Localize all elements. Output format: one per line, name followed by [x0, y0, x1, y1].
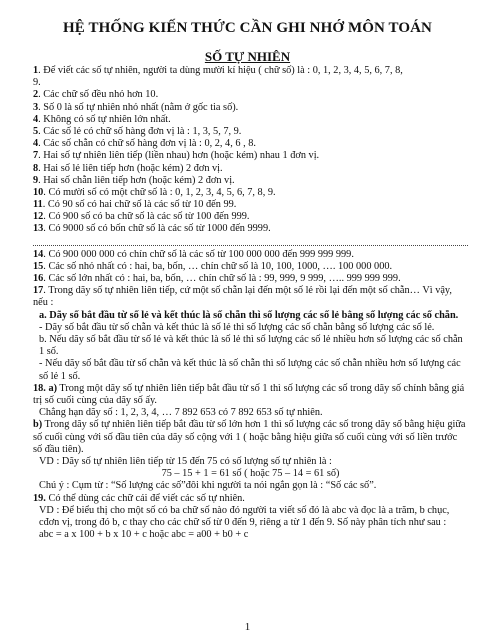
- rule-number: 5: [33, 125, 39, 137]
- rule-text: . Có 900 000 000 có chín chữ số là các số từ 100 000 000 đến 999 999 999.: [43, 248, 354, 260]
- dotted-separator: [33, 238, 468, 246]
- document-body: [33, 65, 468, 541]
- paragraph-b: b. Nếu dãy số bắt đầu từ số lẻ và kết thúc là số lẻ thì số lượng các số lẻ nhiều hơn số lượng các số chẵn 1 số.: [39, 334, 463, 358]
- rule-item: [33, 102, 468, 114]
- rule-number: 4: [33, 138, 39, 150]
- paragraph-a2: - Dãy số bắt đầu từ số chẵn và kết thúc là số lẻ thì số lượng các số chẵn bằng số lượng các số lẻ.: [39, 321, 435, 333]
- rule-item: [33, 89, 468, 101]
- rule-number: 7: [33, 150, 39, 162]
- formula-equals: =: [185, 529, 197, 541]
- rule-text: . Các số chẵn có chữ số hàng đơn vị là : 0, 2, 4, 6 , 8.: [38, 138, 256, 150]
- rule-number: 12: [33, 211, 44, 223]
- rule-text: . Hai số chẵn liên tiếp hơn (hoặc kém) 2 đơn vị.: [38, 174, 235, 186]
- item-18b: [33, 419, 468, 456]
- rule-text: . Các số nhỏ nhất có : hai, ba, bốn, … chín chữ số là 10, 100, 1000, …. 100 000 000.: [43, 260, 393, 272]
- item-18a: [33, 383, 468, 407]
- rule-text: . Hai số lẻ liên tiếp hơn (hoặc kém) 2 đơn vị.: [38, 162, 223, 174]
- rule-item: [33, 273, 468, 285]
- rule-list: [33, 65, 468, 236]
- item-18a-label: a): [48, 382, 58, 394]
- item-18a-example: Chẳng hạn dãy số : 1, 2, 3, 4, … 7 892 653 có 7 892 653 số tự nhiên.: [39, 407, 323, 419]
- paragraph-a: [33, 310, 468, 322]
- rule-text: . Có mười số có một chữ số là : 0, 1, 2, 3, 4, 5, 6, 7, 8, 9.: [43, 186, 276, 198]
- rule-item: [33, 249, 468, 261]
- rule-text: . Hai số tự nhiên liên tiếp (liền nhau) hơn (hoặc kém) nhau 1 đơn vị.: [38, 150, 320, 162]
- rule-item: [33, 223, 468, 235]
- rule-number: 8: [33, 162, 39, 174]
- rule-text: . Có 90 số có hai chữ số là các số từ 10 đến 99.: [42, 199, 237, 211]
- rule-number: 3: [33, 101, 39, 113]
- rule-item: [33, 211, 468, 223]
- rule-item: [33, 199, 468, 211]
- note: Chú ý : Cụm từ : “Số lượng các số”đôi khi người ta nói ngắn gọn là : “Số các số”.: [39, 480, 377, 492]
- section-heading: [0, 49, 495, 65]
- rule-number: 10: [33, 186, 44, 198]
- example-2: VD : Để biểu thị cho một số có ba chữ số nào đó người ta viết số đó là abc và đọc là a trăm, b chục, cđơn vị, trong đó b, c thay cho các chữ số từ 0 đến 9, riêng a từ 1 đến 9. Số này phân tích như sau :: [39, 504, 450, 528]
- rule-item: [33, 77, 468, 89]
- rule-text: . Có 900 số có ba chữ số là các số từ 100 đến 999.: [43, 211, 250, 223]
- page-number: 1: [244, 621, 251, 633]
- rule-text: . Các số lẻ có chữ số hàng đơn vị là : 1, 3, 5, 7, 9.: [38, 125, 242, 137]
- example-1: VD : Dãy số tự nhiên liên tiếp từ 15 đến 75 có số lượng số tự nhiên là :: [39, 456, 332, 468]
- item-19-text: Có thể dùng các chữ cái để viết các số tự nhiên.: [45, 492, 245, 504]
- item-19: [33, 493, 468, 505]
- overline-abc: $\overline{abc}$: [39, 529, 54, 541]
- formula-middle: = a x 100 + b x 10 + c hoặc: [53, 529, 172, 541]
- rule-text: . Trong dãy số tự nhiên liên tiếp, cứ một số chẵn lại đến một số lẻ rồi lại đến một số chẵn… Vì vậy, nếu :: [33, 285, 452, 309]
- section-title: SỐ TỰ NHIÊN: [204, 49, 291, 64]
- rule-number: 1: [33, 65, 39, 76]
- rule-text: . Các chữ số đều nhỏ hơn 10.: [38, 89, 159, 101]
- overline-a00: a00: [196, 529, 212, 541]
- rule-text: . Các số lớn nhất có : hai, ba, bốn, … chín chữ số là : 99, 999, 9 999, ….. 999 999 999.: [43, 273, 401, 285]
- rule-item: [33, 126, 468, 138]
- rule-item: [33, 285, 468, 309]
- rule-text: . Số 0 là số tự nhiên nhỏ nhất (nằm ở gốc tia số).: [38, 101, 239, 113]
- item-19-number: 19.: [33, 492, 46, 504]
- paragraph-b2: - Nếu dãy số bắt đầu từ số chẵn và kết thúc là số chẵn thì số lượng các số chẵn nhiều hơn số lượng các số lẻ 1 số.: [39, 358, 461, 382]
- rule-number: 16: [33, 273, 44, 285]
- rule-item: [33, 114, 468, 126]
- rule-item: [33, 138, 468, 150]
- item-18b-label: b): [33, 419, 43, 431]
- example-1-calculation: 75 – 15 + 1 = 61 số ( hoặc 75 – 14 = 61 số): [161, 468, 340, 480]
- item-18b-text: Trong dãy số tự nhiên liên tiếp bắt đầu từ số lớn hơn 1 thì số lượng các số trong dãy số bằng hiệu giữa số cuối cùng với số đầu tiên của dãy số cộng với 1 ( hoặc bằng hiệu giữa số cuối cùng với số liền trước số đầu tiên).: [33, 419, 466, 455]
- rule-text: . Có 9000 số có bốn chữ số là các số từ 1000 đến 9999.: [43, 223, 271, 235]
- rule-text: 9.: [33, 77, 41, 89]
- formula-line: [33, 529, 468, 541]
- rule-number: 14: [33, 248, 44, 260]
- rule-number: 11: [33, 199, 43, 211]
- rule-item: [33, 65, 468, 77]
- rule-number: 4: [33, 113, 39, 125]
- rule-number: 9: [33, 174, 39, 186]
- rule-item: [33, 163, 468, 175]
- rule-number: 2: [33, 89, 39, 101]
- rule-list-continued: [33, 249, 468, 310]
- rule-text: . Để viết các số tự nhiên, người ta dùng mười kí hiệu ( chữ số) là : 0, 1, 2, 3, 4, 5, 6, 7, 8,: [38, 65, 403, 76]
- rule-number: 13: [33, 223, 44, 235]
- overline-abc-2: $\overline{abc}$: [171, 529, 186, 541]
- item-18-number: 18.: [33, 382, 46, 394]
- item-18a-text: Trong một dãy số tự nhiên liên tiếp bắt đầu từ số 1 thì số lượng các số trong dãy số chính bằng giá trị số cuối cùng của dãy số ấy.: [33, 382, 465, 407]
- formula-end: + b0 + c: [211, 529, 249, 541]
- rule-number: 15: [33, 260, 44, 272]
- rule-text: . Không có số tự nhiên lớn nhất.: [38, 113, 171, 125]
- para-a-text: a. Dãy số bắt đầu từ số lẻ và kết thúc là số chẵn thì số lượng các số lẻ bằng số lượng các số chẵn.: [39, 309, 459, 321]
- rule-item: [33, 150, 468, 162]
- rule-item: [33, 261, 468, 273]
- page-title: HỆ THỐNG KIẾN THỨC CẦN GHI NHỚ MÔN TOÁN: [63, 20, 432, 36]
- rule-item: [33, 175, 468, 187]
- rule-number: 17: [33, 285, 44, 297]
- rule-item: [33, 187, 468, 199]
